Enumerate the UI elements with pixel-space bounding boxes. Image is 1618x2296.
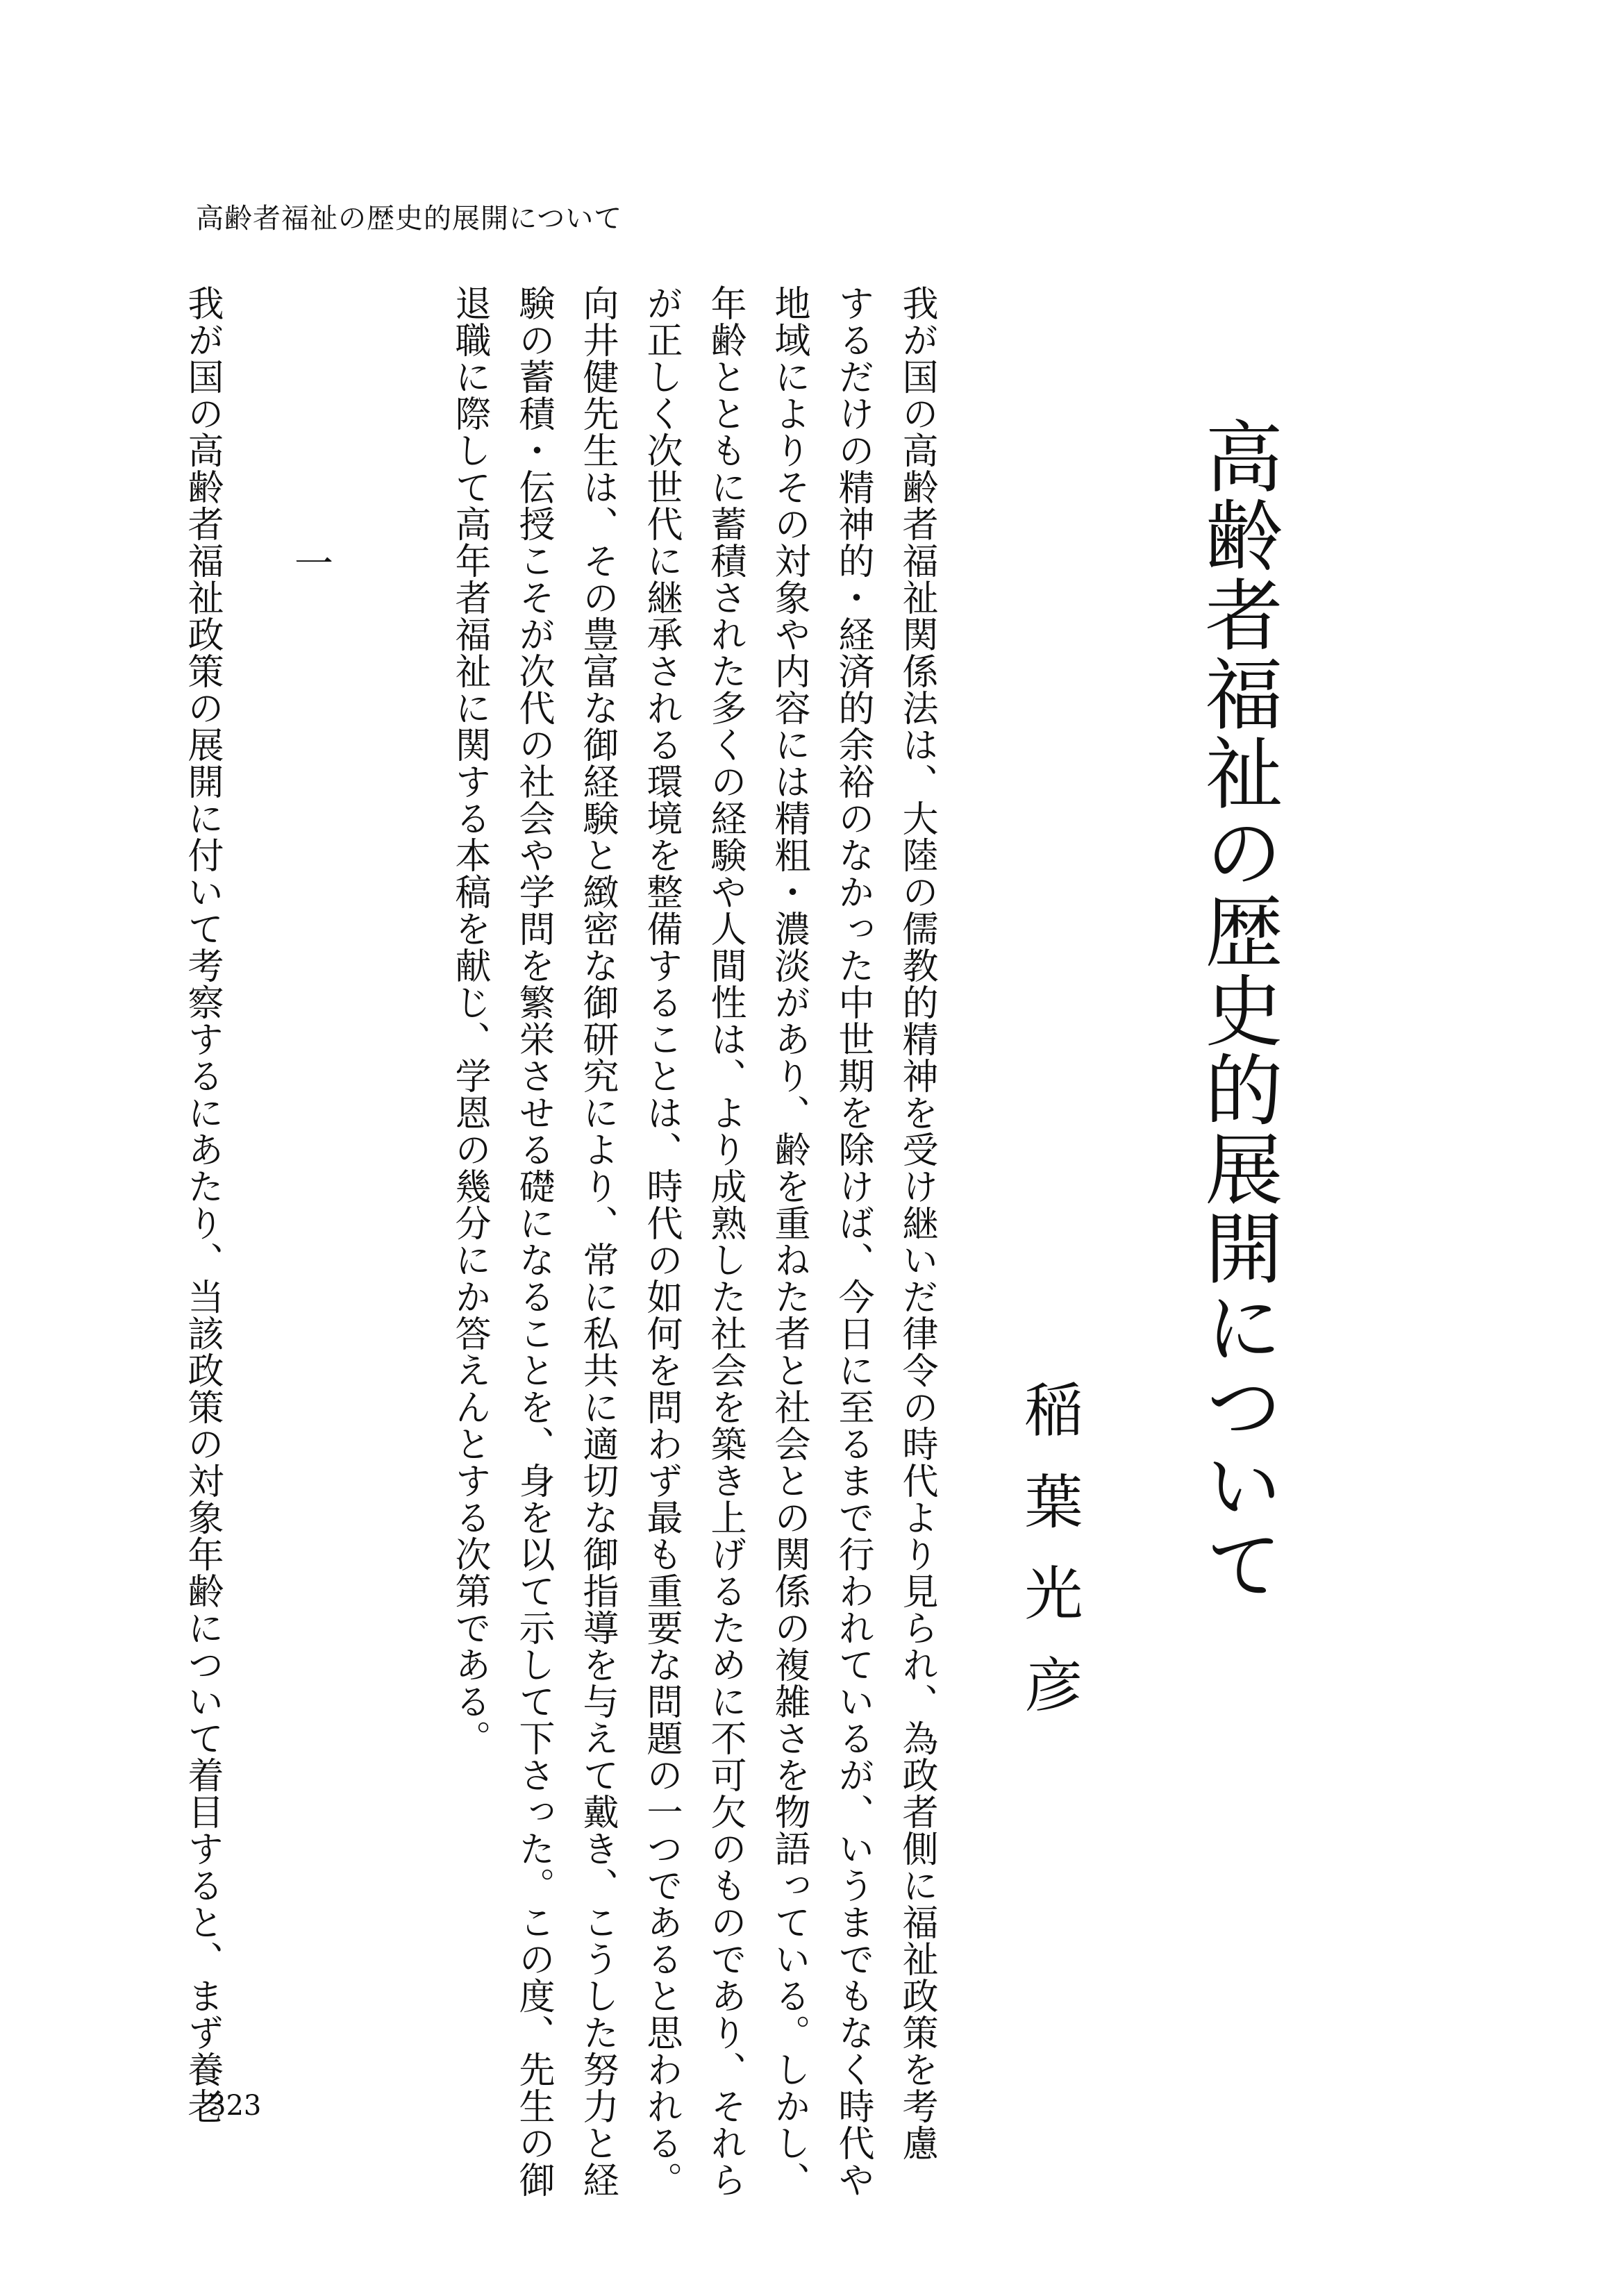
article-title: 高齢者福祉の歴史的展開について — [1192, 417, 1283, 1604]
preface-line: 我が国の高齢者福祉関係法は、大陸の儒教的精神を受け継いだ律令の時代より見られ、為政者側に福祉政策を考慮 — [896, 285, 937, 2161]
preface-line: 験の蓄積・伝授こそが次代の社会や学問を繁栄させる礎になることを、身を以て示して下さった。この度、先生の御 — [512, 285, 554, 2198]
body-paragraph — [170, 285, 234, 2125]
preface-line: 年齢とともに蓄積された多くの経験や人間性は、より成熟した社会を築き上げるために不可欠のものであり、それら — [704, 285, 746, 2198]
section-number: 一 — [288, 543, 333, 582]
preface-paragraph — [437, 285, 949, 2198]
preface-line: 退職に際して高年者福祉に関する本稿を献じ、学恩の幾分にか答えんとする次第である。 — [449, 285, 490, 1757]
preface-line: 地域によりその対象や内容には精粗・濃淡があり、齢を重ねた者と社会との関係の複雑さを物語っている。しかし、 — [768, 285, 810, 2198]
author-name: 稲葉光彦 — [1015, 1380, 1083, 1746]
page-number: 323 — [208, 2090, 262, 2122]
preface-line: するだけの精神的・経済的余裕のなかった中世期を除けば、今日に至るまで行われているが、いうまでもなく時代や — [832, 285, 874, 2198]
body-line: 我が国の高齢者福祉政策の展開に付いて考察するにあたり、当該政策の対象年齢について着目すると、まず養老 — [181, 285, 223, 2125]
preface-line: 向井健先生は、その豊富な御経験と緻密な御研究により、常に私共に適切な御指導を与えて戴き、こうした努力と経 — [576, 285, 618, 2198]
preface-line: が正しく次世代に継承される環境を整備することは、時代の如何を問わず最も重要な問題の一つであると思われる。 — [640, 285, 682, 2198]
running-head: 高齢者福祉の歴史的展開について — [196, 203, 623, 235]
